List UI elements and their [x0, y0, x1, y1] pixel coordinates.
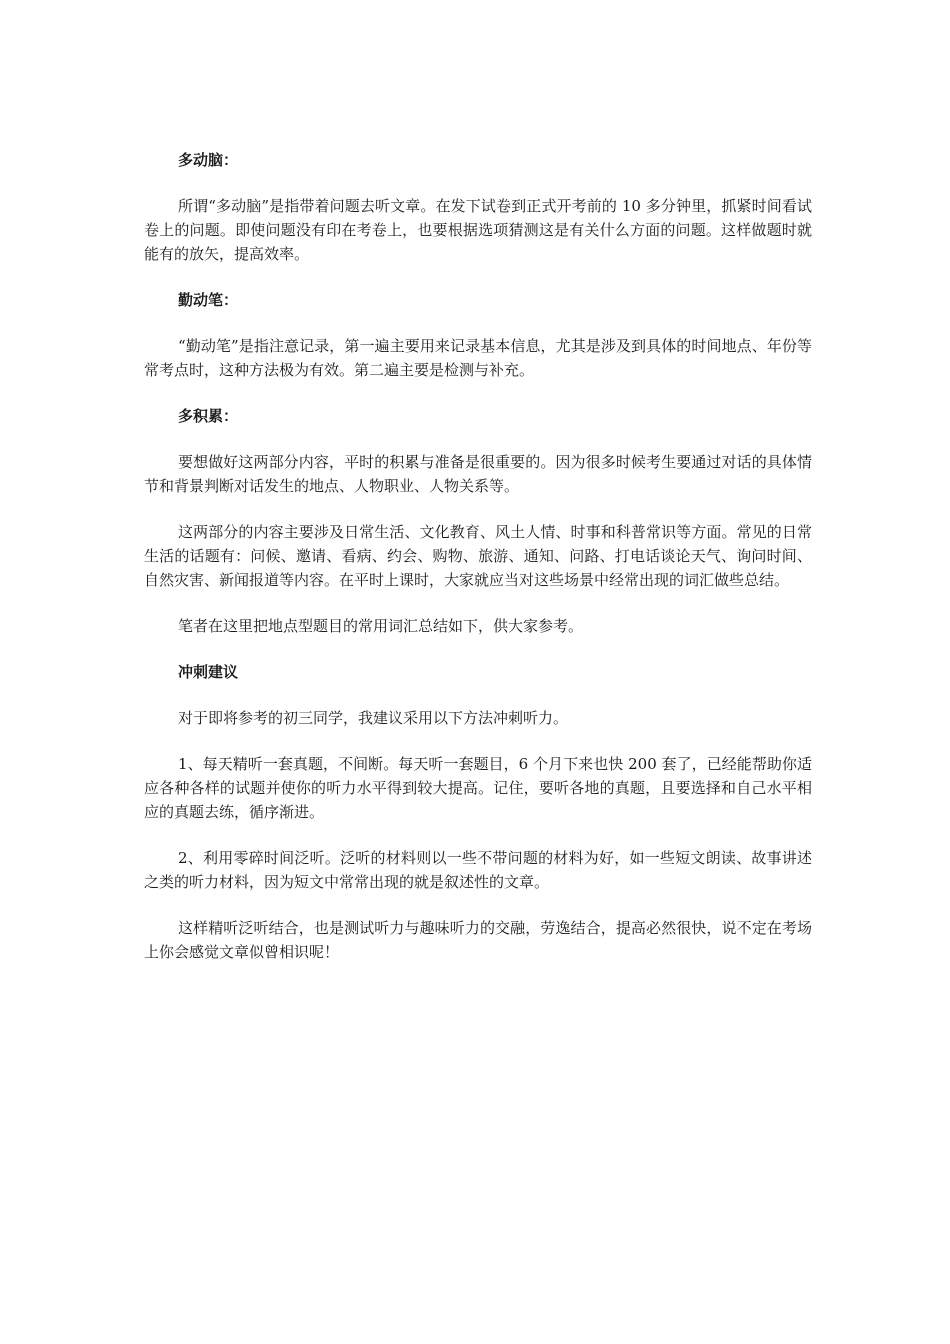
paragraph-sprint-intro: 对于即将参考的初三同学，我建议采用以下方法冲刺听力。	[178, 709, 569, 727]
paragraph-accumulate-1: 要想做好这两部分内容，平时的积累与准备是很重要的。因为很多时候考生要通过对话的具体情节和背景判断对话发生的地点、人物职业、人物关系等。	[144, 453, 812, 495]
document-page	[144, 148, 812, 986]
section-heading-write: 勤动笔：	[178, 291, 239, 309]
paragraph-sprint-2: 2、利用零碎时间泛听。泛听的材料则以一些不带问题的材料为好，如一些短文朗读、故事讲述之类的听力材料，因为短文中常常出现的就是叙述性的文章。	[144, 849, 812, 891]
paragraph-sprint-1: 1、每天精听一套真题，不间断。每天听一套题目，6 个月下来也快 200 套了，已经能帮助你适应各种各样的试题并使你的听力水平得到较大提高。记住，要听各地的真题，且要选择和自己水平相应的真题去练，循序渐进。	[144, 755, 812, 821]
section-heading-think: 多动脑：	[178, 151, 239, 169]
section-heading-accumulate: 多积累：	[178, 407, 239, 425]
paragraph-accumulate-3: 笔者在这里把地点型题目的常用词汇总结如下，供大家参考。	[178, 617, 584, 635]
section-heading-sprint: 冲刺建议	[178, 663, 239, 681]
paragraph-sprint-conclusion: 这样精听泛听结合，也是测试听力与趣味听力的交融，劳逸结合，提高必然很快，说不定在考场上你会感觉文章似曾相识呢！	[144, 919, 812, 961]
paragraph-think: 所谓“多动脑”是指带着问题去听文章。在发下试卷到正式开考前的 10 多分钟里，抓紧时间看试卷上的问题。即使问题没有印在考卷上，也要根据选项猜测这是有关什么方面的问题。这样做题时就能有的放矢，提高效率。	[144, 197, 812, 263]
paragraph-accumulate-2: 这两部分的内容主要涉及日常生活、文化教育、风土人情、时事和科普常识等方面。常见的日常生活的话题有：问候、邀请、看病、约会、购物、旅游、通知、问路、打电话谈论天气、询问时间、自然灾害、新闻报道等内容。在平时上课时，大家就应当对这些场景中经常出现的词汇做些总结。	[144, 523, 812, 589]
paragraph-write: “勤动笔”是指注意记录，第一遍主要用来记录基本信息，尤其是涉及到具体的时间地点、年份等常考点时，这种方法极为有效。第二遍主要是检测与补充。	[144, 337, 812, 379]
